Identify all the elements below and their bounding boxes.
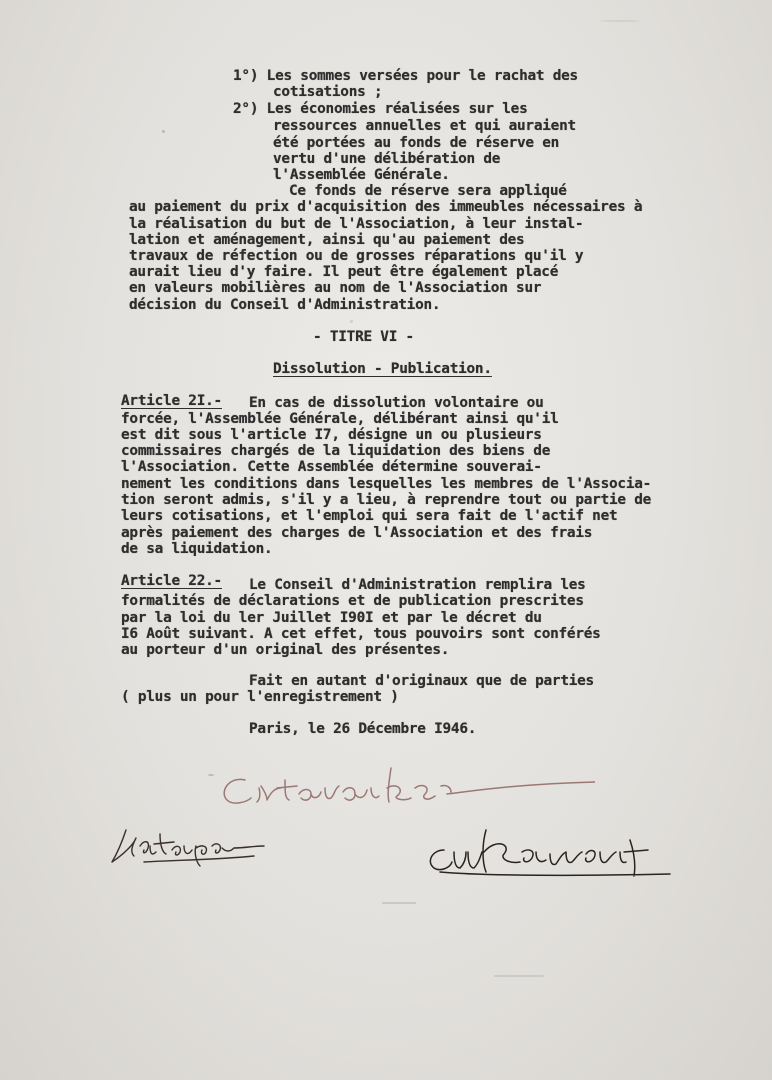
- signature-3: [424, 818, 674, 888]
- reserve-paragraph-line: au paiement du prix d'acquisition des immeubles nécessaires à: [129, 199, 643, 215]
- article-21-line: l'Association. Cette Assemblée détermine souverai-: [121, 459, 542, 475]
- section-title: - TITRE VI -: [313, 329, 414, 345]
- speck: [162, 130, 165, 133]
- signature-1: [215, 762, 595, 814]
- section-subtitle: Dissolution - Publication.: [273, 361, 492, 377]
- article-21-line: nement les conditions dans lesquelles les membres de l'Associa-: [121, 476, 652, 492]
- signature-2: [104, 822, 274, 872]
- list-item-2-line-3: été portées au fonds de réserve en: [273, 135, 560, 151]
- article-22-line: par la loi du ler Juillet I90I et par le décret du: [121, 610, 542, 626]
- article-22-line: formalités de déclarations et de publication prescrites: [121, 593, 584, 609]
- speck: [208, 774, 214, 776]
- article-22-line: I6 Août suivant. A cet effet, tous pouvoirs sont conférés: [121, 626, 601, 642]
- article-21-line: leurs cotisations, et l'emploi qui sera fait de l'actif net: [121, 508, 618, 524]
- closing-line: ( plus un pour l'enregistrement ): [121, 689, 399, 705]
- list-item-2-line-1: 2°) Les économies réalisées sur les: [233, 101, 528, 117]
- speck: [494, 975, 544, 977]
- list-item-2-line-5: l'Assemblée Générale.: [273, 167, 450, 183]
- article-22-label: Article 22.-: [121, 573, 222, 589]
- closing-line: Fait en autant d'originaux que de parties: [249, 673, 594, 689]
- article-21-line: de sa liquidation.: [121, 541, 273, 557]
- article-21-label: Article 2I.-: [121, 393, 222, 409]
- date-line: Paris, le 26 Décembre I946.: [249, 721, 477, 737]
- reserve-paragraph-line: lation et aménagement, ainsi qu'au paiement des: [129, 232, 525, 248]
- article-22-line: au porteur d'un original des présentes.: [121, 642, 450, 658]
- article-22-line: Le Conseil d'Administration remplira les: [249, 577, 586, 593]
- reserve-paragraph-line: Ce fonds de réserve sera appliqué: [289, 183, 567, 199]
- article-21-line: tion seront admis, s'il y a lieu, à reprendre tout ou partie de: [121, 492, 652, 508]
- reserve-paragraph-line: aurait lieu d'y faire. Il peut être également placé: [129, 264, 559, 280]
- list-item-2-line-2: ressources annuelles et qui auraient: [273, 118, 576, 134]
- article-21-line: commissaires chargés de la liquidation des biens de: [121, 443, 551, 459]
- article-21-line: est dit sous l'article I7, désigne un ou plusieurs: [121, 427, 542, 443]
- reserve-paragraph-line: en valeurs mobilières au nom de l'Association sur: [129, 280, 542, 296]
- reserve-paragraph-line: travaux de réfection ou de grosses réparations qu'il y: [129, 248, 584, 264]
- article-21-line: après paiement des charges de l'Association et des frais: [121, 525, 593, 541]
- article-21-line: forcée, l'Assemblée Générale, délibérant ainsi qu'il: [121, 411, 559, 427]
- reserve-paragraph-line: décision du Conseil d'Administration.: [129, 297, 441, 313]
- reserve-paragraph-line: la réalisation du but de l'Association, à leur instal-: [129, 216, 584, 232]
- speck: [350, 320, 353, 323]
- speck: [382, 902, 416, 904]
- list-item-2-line-4: vertu d'une délibération de: [273, 151, 501, 167]
- list-item-1-line-1: 1°) Les sommes versées pour le rachat des: [233, 68, 578, 84]
- speck: [600, 20, 640, 22]
- article-21-line: En cas de dissolution volontaire ou: [249, 395, 544, 411]
- list-item-1-line-2: cotisations ;: [273, 84, 383, 100]
